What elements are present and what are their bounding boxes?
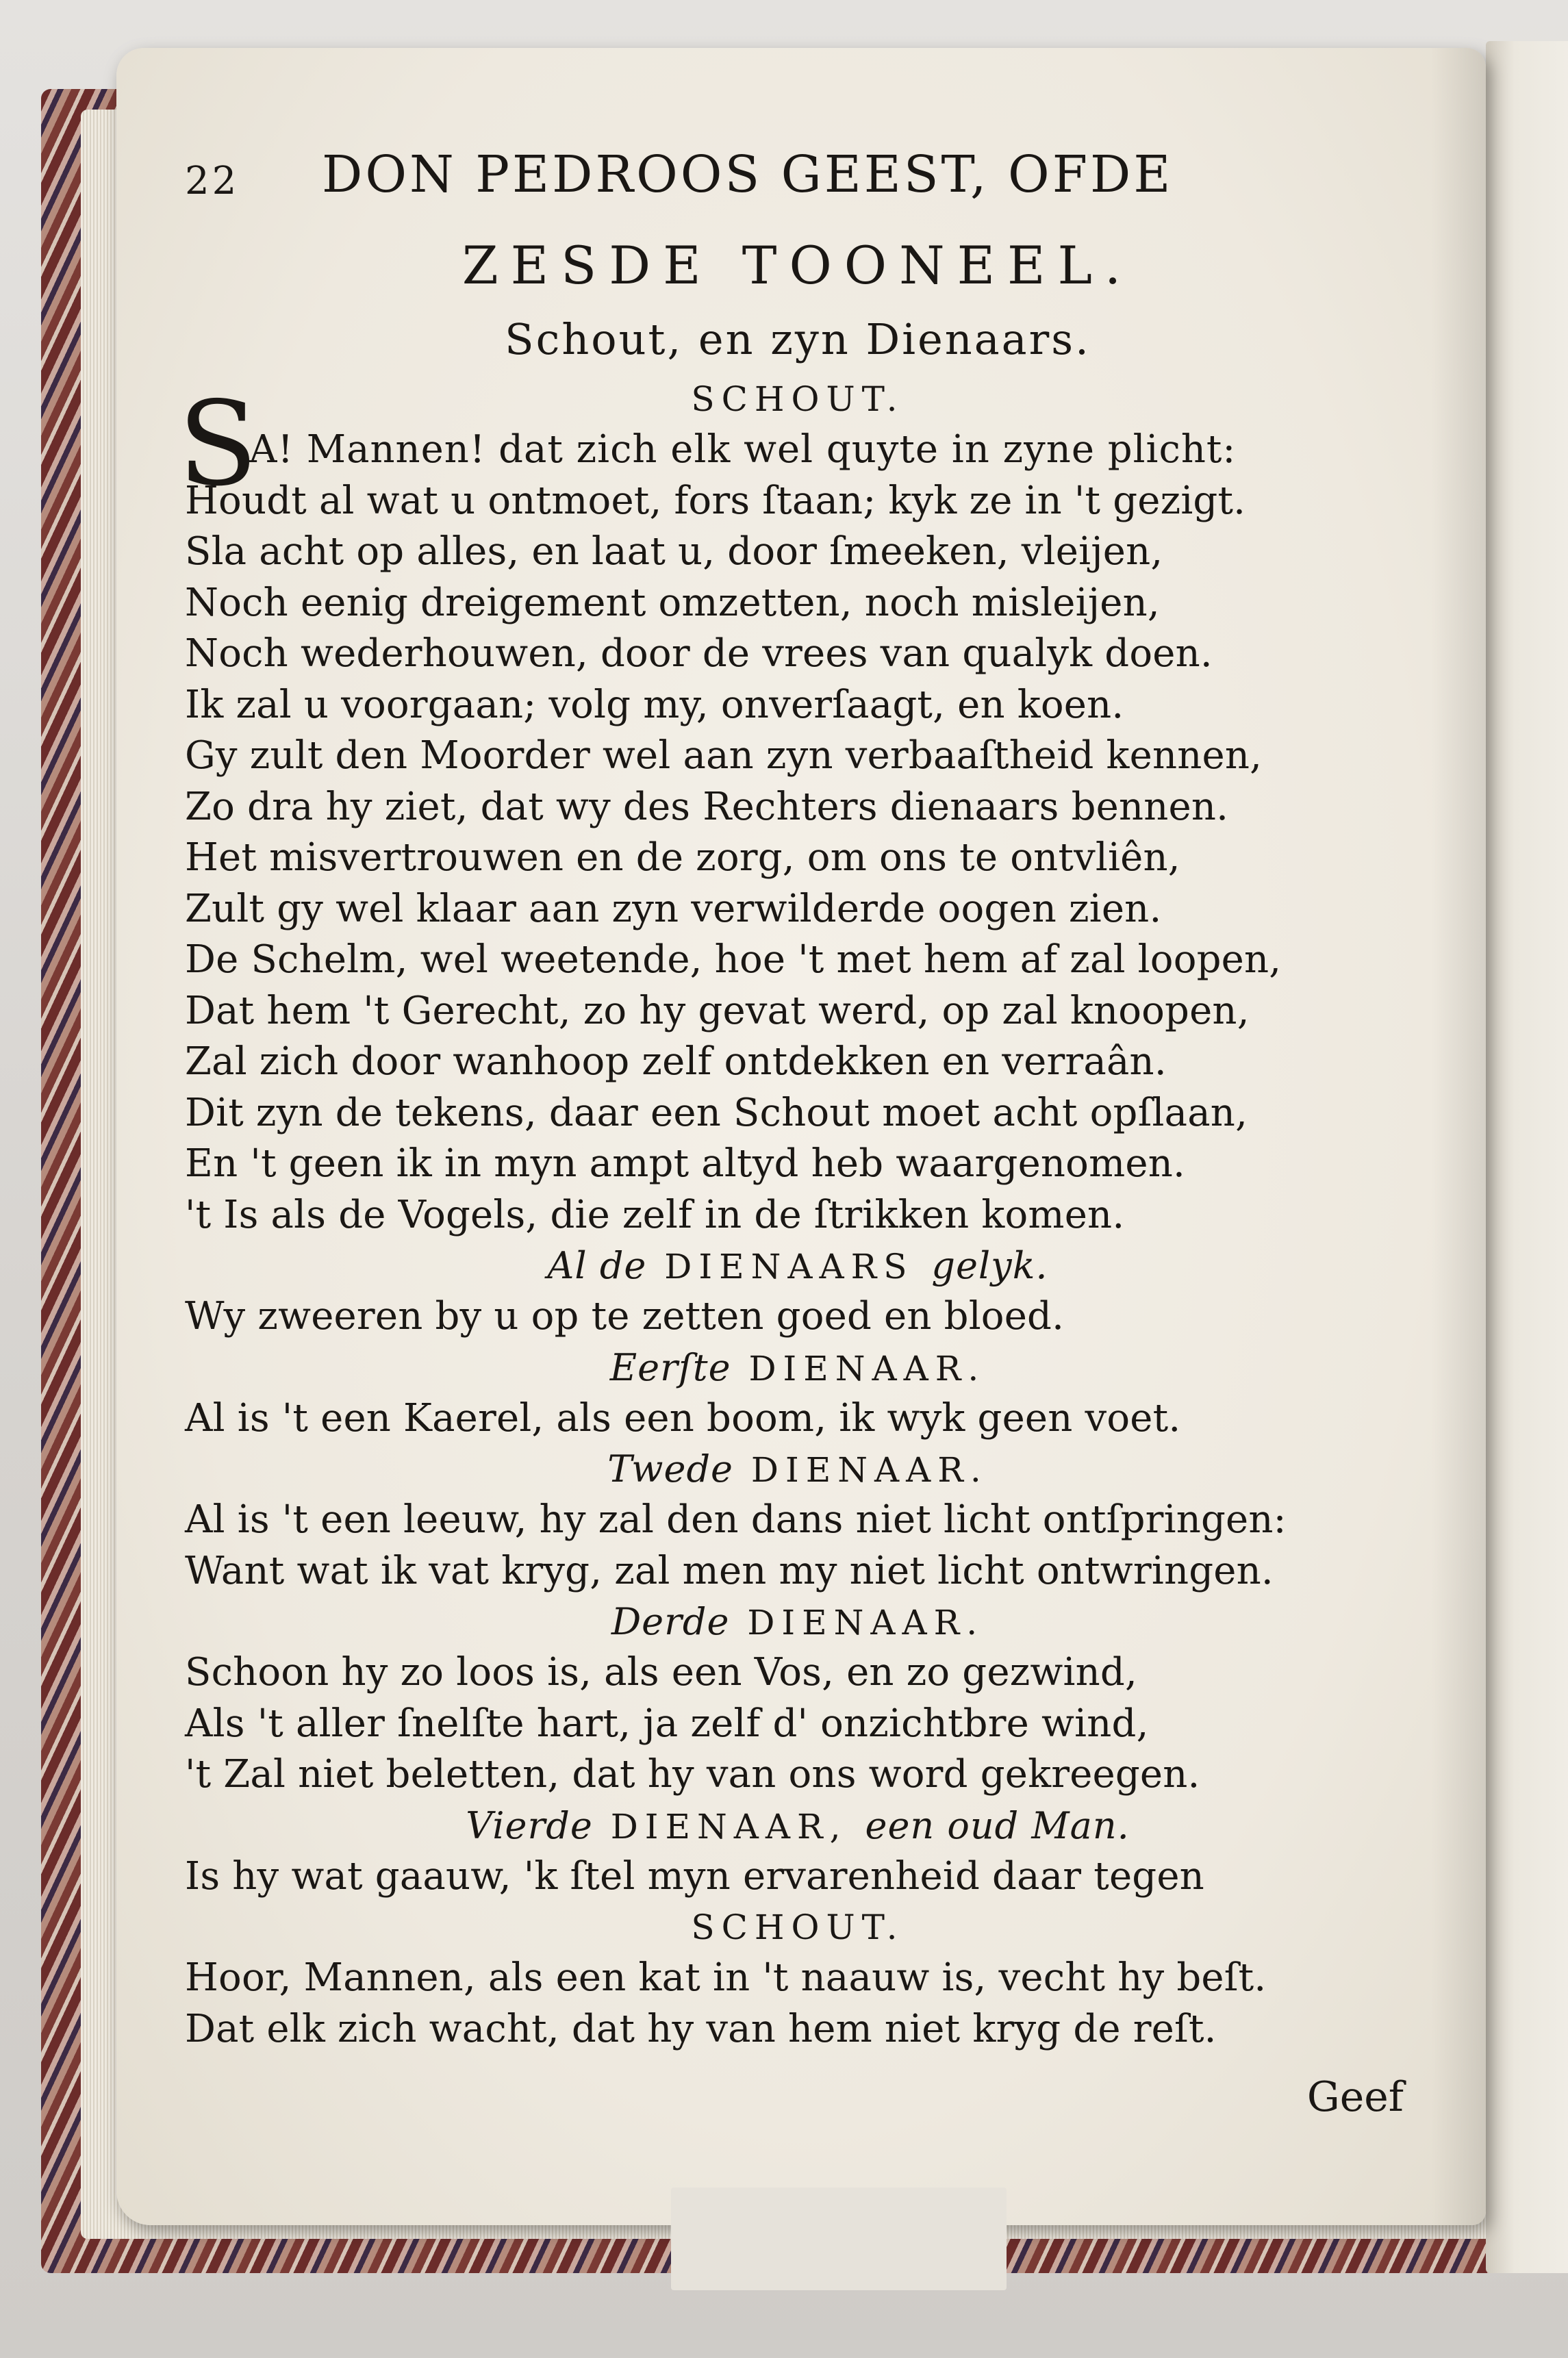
verse-line: De Schelm, wel weetende, hoe 't met hem af zal loopen,: [185, 937, 1282, 982]
verse-line: Is hy wat gaauw, 'k ſtel myn ervarenheid daar tegen: [185, 1853, 1204, 1899]
speaker-heading: SCHOUT.: [691, 1907, 905, 1947]
verse-line: Gy zult den Moorder wel aan zyn verbaaſtheid kennen,: [185, 733, 1263, 778]
scene-title: ZESDE TOONEEL.: [461, 235, 1134, 296]
speaker-name: DIENAAR.: [748, 1348, 986, 1389]
drop-cap: S: [178, 377, 258, 512]
paper-patch: [671, 2188, 1007, 2290]
speaker-heading: [185, 1801, 1411, 1851]
verse-line: Noch wederhouwen, door de vrees van qualyk doen.: [185, 631, 1213, 676]
stage-cue: Twede: [607, 1447, 734, 1491]
speaker-name: DIENAARS: [664, 1247, 914, 1286]
running-head: [185, 137, 1411, 212]
stage-cue: Vierde: [466, 1803, 593, 1847]
verse-line: Als 't aller ſnelſte hart, ja zelf d' onzichtbre wind,: [185, 1701, 1149, 1746]
verse-line: Ik zal u voorgaan; volg my, onverſaagt, en koen.: [185, 682, 1124, 727]
verse-line: Schoon hy zo loos is, als een Vos, en zo gezwind,: [185, 1650, 1137, 1695]
page-text: [178, 137, 1411, 2125]
verse-line: Al is 't een leeuw, hy zal den dans niet licht ontſpringen:: [185, 1497, 1287, 1542]
running-title: DON PEDROOS GEEST, OFDE: [322, 145, 1174, 204]
stage-cue: gelyk.: [931, 1244, 1048, 1287]
verse-line: Al is 't een Kaerel, als een boom, ik wyk geen voet.: [185, 1395, 1181, 1441]
verse-line: Zo dra hy ziet, dat wy des Rechters dienaars bennen.: [185, 784, 1229, 829]
verse-line: Wy zweeren by u op te zetten goed en bloed.: [185, 1294, 1065, 1339]
verse-line: 't Zal niet beletten, dat hy van ons word gekreegen.: [185, 1752, 1200, 1797]
stage-cue: een oud Man.: [865, 1803, 1130, 1847]
page-number: 22: [185, 159, 240, 203]
speaker-heading: [185, 1444, 1411, 1495]
verse-line: Noch eenig dreigement omzetten, noch misleijen,: [185, 580, 1160, 625]
persons-line: Schout, en zyn Dienaars.: [505, 314, 1091, 364]
stage-cue: Al de: [547, 1244, 647, 1287]
verse-line: Hoor, Mannen, als een kat in 't naauw is, vecht hy beſt.: [185, 1955, 1267, 2000]
verse-line: Dat hem 't Gerecht, zo hy gevat werd, op zal knoopen,: [185, 988, 1250, 1033]
stage-cue: Derde: [611, 1600, 730, 1643]
facing-page: [1486, 41, 1568, 2273]
verse-line: Het misvertrouwen en de zorg, om ons te ontvliên,: [185, 835, 1180, 880]
speaker-heading: SCHOUT.: [691, 379, 905, 419]
verse-line: Sla acht op alles, en laat u, door ſmeeken, vleijen,: [185, 529, 1163, 574]
verse-line: Houdt al wat u ontmoet, fors ſtaan; kyk ze in 't gezigt.: [185, 478, 1246, 523]
speaker-heading: [185, 1241, 1411, 1291]
speaker-heading: [185, 1343, 1411, 1393]
verse-line: Zult gy wel klaar aan zyn verwilderde oogen zien.: [185, 886, 1162, 931]
verse-line: Want wat ik vat kryg, zal men my niet licht ontwringen.: [185, 1548, 1274, 1593]
speaker-heading: [185, 1597, 1411, 1647]
speaker-name: DIENAAR,: [610, 1806, 848, 1847]
verse-line: Dat elk zich wacht, dat hy van hem niet kryg de reſt.: [185, 2006, 1217, 2051]
verse-line-text: A! Mannen! dat zich elk wel quyte in zyne plicht:: [249, 427, 1237, 472]
gutter-shadow: [1431, 48, 1486, 2225]
verse-line: Dit zyn de tekens, daar een Schout moet acht opſlaan,: [185, 1090, 1248, 1135]
speaker-name: DIENAAR.: [747, 1603, 985, 1643]
speaker-name: DIENAAR.: [750, 1450, 988, 1490]
catchword: Geef: [1306, 2073, 1404, 2121]
stage-cue: Eerſte: [609, 1345, 731, 1389]
verse-line: 't Is als de Vogels, die zelf in de ſtrikken komen.: [185, 1192, 1125, 1237]
verse-line: En 't geen ik in myn ampt altyd heb waargenomen.: [185, 1141, 1186, 1186]
verse-line: Zal zich door wanhoop zelf ontdekken en verraân.: [185, 1039, 1167, 1084]
